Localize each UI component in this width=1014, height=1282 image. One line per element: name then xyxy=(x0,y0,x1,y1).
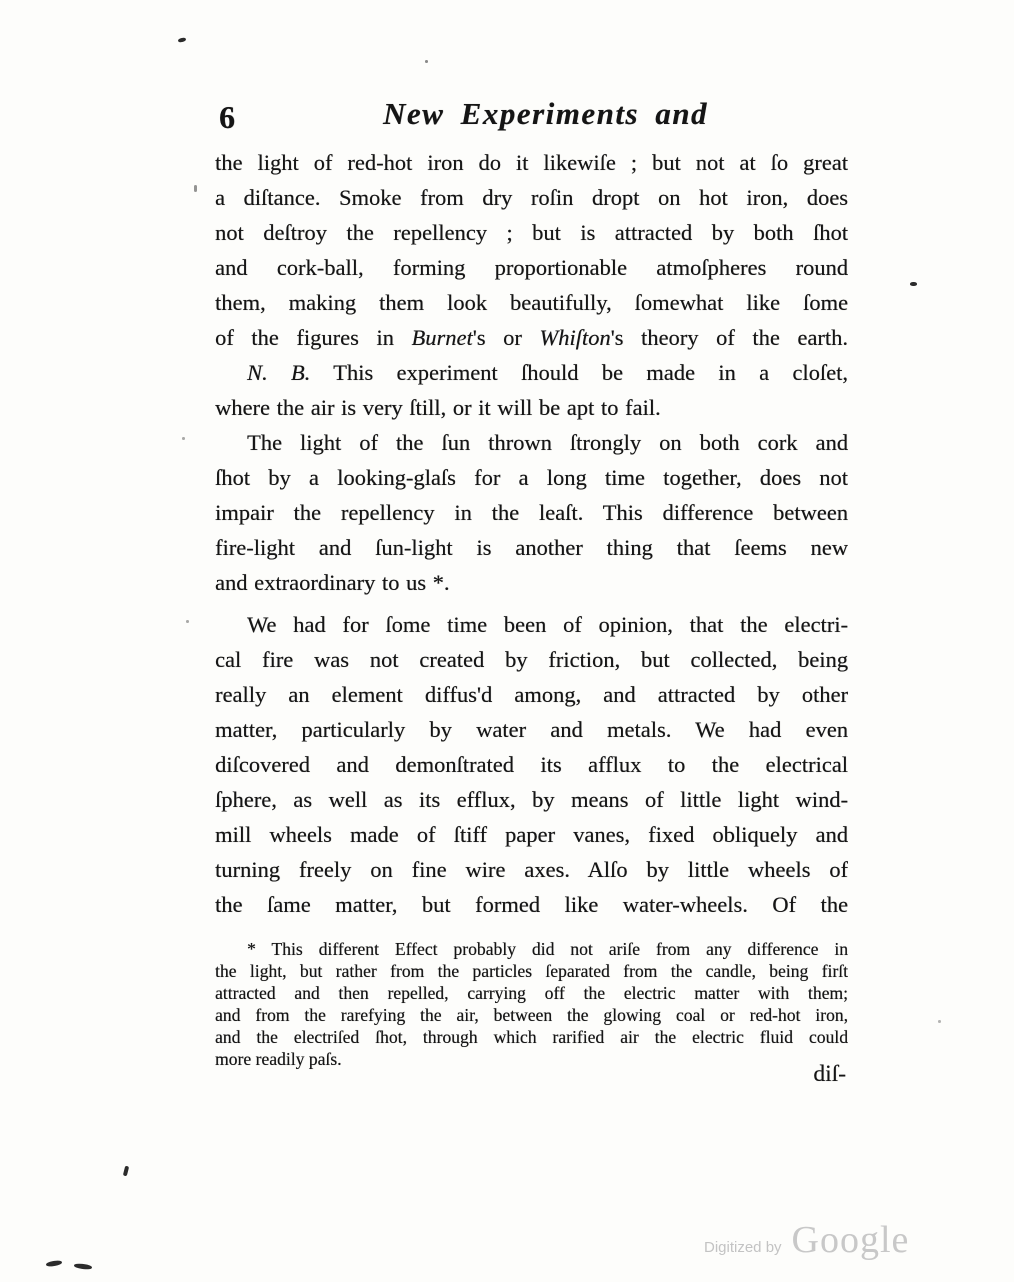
text-segment: The light of the ſun thrown ſtrongly on both cork and xyxy=(247,430,848,455)
text-line xyxy=(215,817,848,852)
scan-speck xyxy=(186,620,189,623)
text-line xyxy=(215,495,848,530)
text-segment: We had for ſome time been of opinion, that the electri- xyxy=(247,612,848,637)
italic-text: Burnet xyxy=(411,325,473,350)
scan-speck xyxy=(910,282,917,286)
digitization-watermark xyxy=(704,1218,909,1262)
text-segment: more readily paſs. xyxy=(215,1049,342,1069)
text-line xyxy=(215,1026,848,1048)
scan-speck xyxy=(194,185,197,192)
text-line xyxy=(215,530,848,565)
italic-text: N. B. xyxy=(247,360,311,385)
text-segment: * This different Effect probably did not ariſe from any difference in xyxy=(247,939,848,959)
text-line xyxy=(215,285,848,320)
scan-speck xyxy=(46,1260,63,1267)
running-header: New Experiments and xyxy=(383,96,708,131)
text-line xyxy=(215,1004,848,1026)
body-paragraph xyxy=(215,425,848,600)
text-line xyxy=(215,390,848,425)
scan-speck xyxy=(123,1166,129,1177)
text-segment: This experiment ſhould be made in a cloſet, xyxy=(310,360,848,385)
text-segment: cal fire was not created by friction, but collected, being xyxy=(215,647,848,672)
text-segment: and extraordinary to us *. xyxy=(215,570,450,595)
page-header xyxy=(215,96,848,142)
text-line xyxy=(215,215,848,250)
text-segment: turning freely on fine wire axes. Alſo by little wheels of xyxy=(215,857,848,882)
text-segment: attracted and then repelled, carrying off the electric matter with them; xyxy=(215,983,848,1003)
text-segment: the light, but rather from the particles ſeparated from the candle, being firſt xyxy=(215,961,848,981)
text-segment: the ſame matter, but formed like water-wheels. Of the xyxy=(215,892,848,917)
text-line xyxy=(215,607,848,642)
text-line xyxy=(215,960,848,982)
text-segment: mill wheels made of ſtiff paper vanes, fixed obliquely and xyxy=(215,822,848,847)
text-line xyxy=(215,250,848,285)
text-line xyxy=(215,320,848,355)
body-text xyxy=(215,145,848,922)
scan-speck xyxy=(74,1263,92,1270)
text-segment: and from the rarefying the air, between the glowing coal or red-hot iron, xyxy=(215,1005,848,1025)
text-line xyxy=(215,677,848,712)
text-segment: a diſtance. Smoke from dry roſin dropt on hot iron, does xyxy=(215,185,848,210)
google-logo: Google xyxy=(791,1219,910,1261)
scan-speck xyxy=(938,1020,941,1023)
text-line xyxy=(215,938,848,960)
scan-speck xyxy=(178,37,187,43)
text-line xyxy=(215,565,848,600)
text-segment: matter, particularly by water and metals. We had even xyxy=(215,717,848,742)
text-line xyxy=(215,355,848,390)
watermark-prefix: Digitized by xyxy=(704,1239,782,1256)
text-line xyxy=(215,852,848,887)
text-line xyxy=(215,180,848,215)
page-number: 6 xyxy=(219,99,235,135)
text-line xyxy=(215,982,848,1004)
text-segment: fire-light and ſun-light is another thing that ſeems new xyxy=(215,535,848,560)
footnote xyxy=(215,938,848,1070)
body-paragraph xyxy=(215,607,848,922)
text-segment: where the air is very ſtill, or it will be apt to fail. xyxy=(215,395,661,420)
text-line xyxy=(215,747,848,782)
text-segment: 's or xyxy=(472,325,540,350)
text-segment: not deſtroy the repellency ; but is attracted by both ſhot xyxy=(215,220,848,245)
body-paragraph xyxy=(215,355,848,425)
text-segment: impair the repellency in the leaſt. This difference between xyxy=(215,500,848,525)
scan-speck xyxy=(425,60,428,63)
text-segment: really an element diffus'd among, and attracted by other xyxy=(215,682,848,707)
text-segment: diſcovered and demonſtrated its afflux to the electrical xyxy=(215,752,848,777)
catchword: diſ- xyxy=(813,1061,846,1087)
text-line xyxy=(215,460,848,495)
text-line xyxy=(215,145,848,180)
text-line xyxy=(215,712,848,747)
text-line xyxy=(215,425,848,460)
body-paragraph xyxy=(215,145,848,355)
text-segment: ſhot by a looking-glaſs for a long time together, does not xyxy=(215,465,848,490)
text-segment: and the electriſed ſhot, through which rarified air the electric fluid could xyxy=(215,1027,848,1047)
text-line xyxy=(215,887,848,922)
text-segment: of the figures in xyxy=(215,325,412,350)
text-line xyxy=(215,642,848,677)
text-line xyxy=(215,782,848,817)
text-segment: 's theory of the earth. xyxy=(610,325,848,350)
text-segment: the light of red-hot iron do it likewiſe ; but not at ſo great xyxy=(215,150,848,175)
italic-text: Whiſton xyxy=(539,325,611,350)
text-segment: them, making them look beautifully, ſomewhat like ſome xyxy=(215,290,848,315)
text-segment: and cork-ball, forming proportionable atmoſpheres round xyxy=(215,255,848,280)
text-segment: ſphere, as well as its efflux, by means of little light wind- xyxy=(215,787,848,812)
scan-speck xyxy=(182,437,185,440)
